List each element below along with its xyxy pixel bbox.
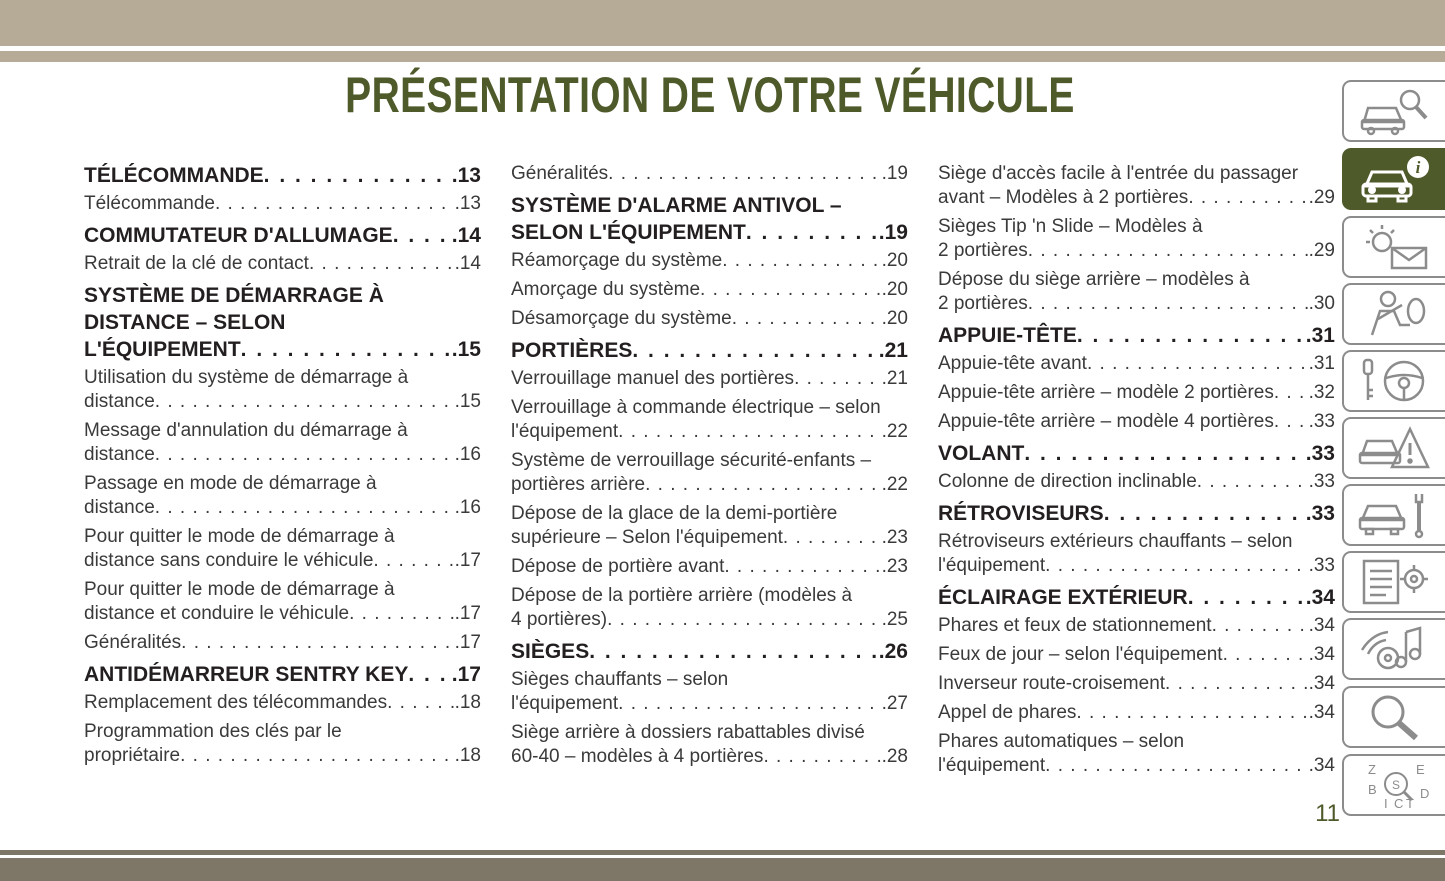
toc-entry-row [938,410,1335,434]
toc-entry-text-line: Message d'annulation du démarrage à [84,420,408,441]
dot-leader [1188,584,1306,611]
toc-entry[interactable] [938,730,1335,778]
dot-leader [1274,381,1309,405]
toc-entry-row [84,496,481,520]
dot-leader [1045,754,1308,778]
bottom-band [0,858,1445,881]
toc-entry[interactable] [84,525,481,573]
toc-entry[interactable] [938,530,1335,578]
toc-entry-label: distance [84,444,155,465]
toc-entry-row [84,744,481,768]
toc-entry-label: SELON L'ÉQUIPEMENT [511,221,746,244]
airbag-passenger-icon [1358,289,1432,339]
toc-entry[interactable] [938,643,1335,667]
toc-page-number: .33 [1308,555,1335,576]
toc-entry-text-line: Phares automatiques – selon [938,731,1185,752]
dot-leader [1212,614,1309,638]
multimedia-music-icon [1358,624,1432,674]
dot-leader [1028,292,1309,316]
toc-entry-row [84,443,481,467]
toc-entry-row [84,602,481,626]
toc-page-number: .19 [878,221,908,244]
toc-page-number: .14 [454,253,481,274]
dot-leader [309,252,455,276]
dot-leader [1024,440,1305,467]
toc-entry-label: supérieure – Selon l'équipement [511,527,783,548]
dot-leader [732,307,882,331]
toc-entry-label: Généralités [511,163,609,184]
toc-entry-row [938,352,1335,376]
toc-page-number: .26 [878,640,908,663]
section-tab-10[interactable] [1342,686,1445,748]
toc-entry-row [511,745,908,769]
toc-entry-label: APPUIE-TÊTE [938,324,1077,347]
dot-leader [722,249,881,273]
toc-entry-label: Appuie-tête arrière – modèle 4 portières [938,411,1274,432]
toc-entry-row [938,643,1335,667]
toc-entry[interactable] [938,162,1335,210]
toc-entry-row [938,470,1335,494]
toc-column-3 [938,162,1335,783]
toc-entry-row [84,162,481,189]
svg-text:Z: Z [1367,762,1376,777]
toc-entry-label: Désamorçage du système [511,308,732,329]
dot-leader [608,162,881,186]
dot-leader [724,555,881,579]
toc-section-heading[interactable] [938,584,1335,611]
toc-page-number: .34 [1308,673,1335,694]
toc-page-number: .34 [1308,702,1335,723]
toc-entry-text-line: DISTANCE – SELON [84,311,286,334]
toc-entry-text-line: SYSTÈME DE DÉMARRAGE À [84,284,384,307]
toc-page-number: .34 [1305,586,1335,609]
toc-section-heading[interactable] [84,282,481,363]
toc-entry-text-line: Utilisation du système de démarrage à [84,367,409,388]
toc-page-number: .34 [1308,755,1335,776]
svg-text:T: T [1405,796,1414,810]
toc-entry-row [938,440,1335,467]
toc-entry-label: 2 portières [938,293,1028,314]
toc-entry-row [938,322,1335,349]
toc-page-number: .15 [454,391,481,412]
dot-leader [794,367,882,391]
toc-entry-label: l'équipement [511,693,619,714]
dot-leader [393,222,452,249]
toc-entry-label: distance et conduire le véhicule [84,603,350,624]
dot-leader [1104,500,1306,527]
toc-entry-text-line: Sièges Tip 'n Slide – Modèles à [938,216,1203,237]
toc-entry-text-line: Siège arrière à dossiers rabattables divisé [511,722,865,743]
dot-leader [373,549,454,573]
dot-leader [155,496,455,520]
section-tab-11[interactable] [1342,754,1445,816]
toc-entry-row [938,500,1335,527]
toc-entry[interactable] [84,631,481,655]
dot-leader [264,162,452,189]
toc-page-number: .13 [451,164,481,187]
toc-entry-label: l'équipement [938,555,1046,576]
dot-leader [1045,554,1308,578]
toc-entry-row [511,162,908,186]
toc-entry[interactable] [511,502,908,550]
toc-page-number: .20 [881,250,908,271]
toc-entry-label: RÉTROVISEURS [938,502,1104,525]
dot-leader [632,337,878,364]
toc-entry[interactable] [84,192,481,216]
car-wrench-icon [1358,490,1432,540]
toc-page-number: .16 [454,444,481,465]
index-search-icon [1358,692,1432,742]
toc-page-number: .32 [1308,382,1335,403]
toc-entry-label: ANTIDÉMARREUR SENTRY KEY [84,663,409,686]
bottom-band-stripe [0,850,1445,855]
car-warning-triangle-icon [1358,423,1432,473]
dot-leader [349,602,454,626]
dot-leader [645,473,881,497]
toc-entry-text-line: Système de verrouillage sécurité-enfants – [511,450,872,471]
toc-entry[interactable] [511,367,908,391]
toc-entry-text-line: Rétroviseurs extérieurs chauffants – selon [938,531,1293,552]
toc-entry[interactable] [511,721,908,769]
top-band-stripe [0,51,1445,62]
toc-page-number: .19 [881,163,908,184]
toc-page-number: .31 [1308,353,1335,374]
toc-entry-label: portières arrière [511,474,646,495]
toc-page-number: .31 [1305,324,1335,347]
toc-entry[interactable] [511,555,908,579]
toc-entry[interactable] [511,278,908,302]
page-title: PRÉSENTATION DE VOTRE VÉHICULE [345,67,1075,123]
dot-leader [1274,410,1309,434]
toc-entry-label: SIÈGES [511,640,590,663]
dot-leader [607,608,881,632]
toc-entry-label: distance [84,391,155,412]
toc-entry-row [511,473,908,497]
toc-entry[interactable] [84,252,481,276]
toc-page-number: .16 [454,497,481,518]
toc-entry-row [84,222,481,249]
svg-text:E: E [1415,762,1425,777]
toc-entry-label: Dépose de portière avant [511,556,725,577]
dot-leader [763,745,881,769]
toc-entry-row [938,584,1335,611]
top-band [0,0,1445,46]
toc-entry[interactable] [84,720,481,768]
toc-entry-label: avant – Modèles à 2 portières [938,187,1189,208]
toc-entry-row [938,239,1335,263]
toc-entry-text-line: Pour quitter le mode de démarrage à [84,526,395,547]
toc-entry-row [511,249,908,273]
toc-entry-row [511,307,908,331]
toc-entry-row [84,390,481,414]
toc-page-number: .33 [1305,502,1335,525]
toc-page-number: .34 [1308,615,1335,636]
alphabet-index-icon [1358,760,1432,810]
toc-page-number: .22 [881,421,908,442]
specifications-gear-icon [1358,557,1432,607]
toc-column-2 [511,162,908,774]
toc-page-number: .33 [1308,411,1335,432]
toc-section-heading[interactable] [511,337,908,364]
toc-entry[interactable] [511,307,908,331]
toc-entry-row [84,549,481,573]
toc-section-heading[interactable] [84,162,481,189]
toc-entry-label: distance sans conduire le véhicule [84,550,374,571]
toc-entry-label: distance [84,497,155,518]
toc-page-number: .23 [881,527,908,548]
toc-section-heading[interactable] [84,661,481,688]
toc-page-number: .20 [881,308,908,329]
toc-page-number: .21 [878,339,908,362]
toc-entry[interactable] [511,162,908,186]
toc-entry-row [511,219,908,246]
toc-entry[interactable] [511,449,908,497]
section-tab-8[interactable] [1342,551,1445,613]
toc-entry-row [511,420,908,444]
toc-page-number: .18 [454,692,481,713]
toc-entry[interactable] [938,352,1335,376]
toc-entry-label: VOLANT [938,442,1025,465]
toc-page-number: .33 [1305,442,1335,465]
toc-entry-text-line: Pour quitter le mode de démarrage à [84,579,395,600]
page-number: 11 [1315,800,1340,827]
dot-leader [387,691,454,715]
toc-entry-label: Généralités [84,632,182,653]
toc-entry-row [84,336,481,363]
toc-entry-label: l'équipement [511,421,619,442]
toc-entry-row [938,292,1335,316]
toc-entry-text-line: Passage en mode de démarrage à [84,473,377,494]
toc-section-heading[interactable] [511,192,908,246]
toc-entry-row [84,661,481,688]
toc-page-number: .33 [1308,471,1335,492]
toc-page-number: .14 [451,224,481,247]
toc-entry-text-line: Dépose de la glace de la demi-portière [511,503,838,524]
toc-entry-row [511,367,908,391]
toc-page-number: .25 [881,609,908,630]
section-tab-1[interactable] [1342,80,1445,142]
toc-entry-label: 4 portières) [511,609,608,630]
dot-leader [215,192,455,216]
svg-text:C: C [1393,796,1403,810]
dot-leader [1188,186,1308,210]
toc-entry-row [938,754,1335,778]
toc-entry-text-line: Dépose de la portière arrière (modèles à [511,585,853,606]
toc-section-heading[interactable] [938,322,1335,349]
toc-entry-row [84,691,481,715]
toc-page-number: .29 [1308,187,1335,208]
section-tab-9[interactable] [1342,618,1445,680]
dot-leader [1077,322,1306,349]
dot-leader [1028,239,1309,263]
toc-entry-label: COMMUTATEUR D'ALLUMAGE [84,224,393,247]
section-tab-3[interactable] [1342,216,1445,278]
dot-leader [1197,470,1309,494]
toc-column-1 [84,162,481,773]
toc-entry[interactable] [938,215,1335,263]
toc-entry-label: Appuie-tête avant [938,353,1087,374]
dot-leader [181,631,454,655]
toc-page-number: .13 [454,193,481,214]
toc-entry[interactable] [84,578,481,626]
toc-entry-text-line: Dépose du siège arrière – modèles à [938,269,1250,290]
toc-entry-row [938,701,1335,725]
toc-entry-row [84,631,481,655]
toc-entry-row [938,554,1335,578]
toc-page-number: .28 [881,746,908,767]
dot-leader [408,661,451,688]
toc-page-number: .20 [881,279,908,300]
toc-entry-label: Inverseur route-croisement [938,673,1166,694]
section-tab-4[interactable] [1342,283,1445,345]
toc-entry-row [938,186,1335,210]
toc-entry-label: Retrait de la clé de contact [84,253,309,274]
toc-section-heading[interactable] [511,638,908,665]
toc-page-number: .23 [881,556,908,577]
toc-entry-label: Verrouillage manuel des portières [511,368,795,389]
toc-entry[interactable] [511,396,908,444]
toc-entry-label: Télécommande [84,193,215,214]
toc-entry[interactable] [84,691,481,715]
toc-entry-row [84,252,481,276]
toc-entry-row [938,381,1335,405]
dot-leader [155,443,455,467]
toc-page-number: .17 [454,550,481,571]
toc-entry-text-line: SYSTÈME D'ALARME ANTIVOL – [511,194,842,217]
toc-entry[interactable] [511,668,908,716]
toc-entry-label: propriétaire [84,745,181,766]
dot-leader [1076,701,1308,725]
toc-entry-row [511,526,908,550]
svg-text:i: i [1415,158,1420,177]
toc-page-number: .30 [1308,293,1335,314]
toc-page-number: .17 [451,663,481,686]
dot-leader [180,744,454,768]
toc-entry-label: Remplacement des télécommandes [84,692,388,713]
toc-entry[interactable] [938,268,1335,316]
dot-leader [700,278,882,302]
toc-entry[interactable] [511,249,908,273]
dot-leader [241,336,452,363]
toc-entry-text-line: Programmation des clés par le [84,721,342,742]
dot-leader [618,420,881,444]
svg-text:I: I [1383,796,1388,810]
toc-entry-label: L'ÉQUIPEMENT [84,338,241,361]
dot-leader [746,219,879,246]
section-tab-5[interactable] [1342,350,1445,412]
toc-entry-row [938,672,1335,696]
toc-entry-label: 2 portières [938,240,1028,261]
toc-page-number: .17 [454,632,481,653]
toc-entry-label: Réamorçage du système [511,250,723,271]
toc-entry[interactable] [84,472,481,520]
toc-page-number: .18 [454,745,481,766]
toc-section-heading[interactable] [938,500,1335,527]
toc-page-number: .17 [454,603,481,624]
toc-entry-row [938,614,1335,638]
toc-entry-label: Amorçage du système [511,279,701,300]
car-search-icon [1358,86,1432,136]
toc-entry-text-line: Siège d'accès facile à l'entrée du passager [938,163,1299,184]
dot-leader [618,692,881,716]
toc-entry-label: Appuie-tête arrière – modèle 2 portières [938,382,1274,403]
section-tab-6[interactable] [1342,417,1445,479]
toc-entry-label: 60-40 – modèles à 4 portières [511,746,764,767]
toc-entry-row [511,608,908,632]
car-info-icon [1358,154,1432,204]
toc-section-heading[interactable] [938,440,1335,467]
toc-entry[interactable] [511,584,908,632]
toc-page-number: .34 [1308,644,1335,665]
dot-leader [155,390,455,414]
toc-entry[interactable] [84,419,481,467]
toc-entry[interactable] [938,381,1335,405]
toc-entry-label: TÉLÉCOMMANDE [84,164,264,187]
toc-entry-label: Colonne de direction inclinable [938,471,1197,492]
svg-text:S: S [1391,778,1400,792]
toc-entry-label: Phares et feux de stationnement [938,615,1212,636]
toc-entry-text-line: Sièges chauffants – selon [511,669,729,690]
toc-entry[interactable] [938,614,1335,638]
toc-entry[interactable] [938,701,1335,725]
section-tab-2[interactable] [1342,148,1445,210]
toc-entry[interactable] [84,366,481,414]
toc-entry-text-line: Verrouillage à commande électrique – selon [511,397,881,418]
toc-entry-row [511,278,908,302]
svg-text:B: B [1367,782,1377,797]
toc-entry-row [511,638,908,665]
toc-entry-row [511,555,908,579]
toc-entry[interactable] [938,470,1335,494]
toc-section-heading[interactable] [84,222,481,249]
toc-page-number: .21 [881,368,908,389]
toc-entry-row [511,337,908,364]
toc-entry-label: PORTIÈRES [511,339,633,362]
dot-leader [589,638,879,665]
svg-text:D: D [1419,786,1429,801]
dot-leader [783,526,882,550]
toc-entry-label: Feux de jour – selon l'équipement [938,644,1223,665]
toc-entry-row [84,192,481,216]
toc-page-number: .15 [451,338,481,361]
dot-leader [1223,643,1309,667]
dot-leader [1165,672,1309,696]
toc-entry[interactable] [938,672,1335,696]
toc-entry-label: ÉCLAIRAGE EXTÉRIEUR [938,586,1188,609]
toc-entry[interactable] [938,410,1335,434]
toc-page-number: .22 [881,474,908,495]
toc-entry-label: l'équipement [938,755,1046,776]
toc-page-number: .29 [1308,240,1335,261]
warning-light-message-icon [1358,222,1432,272]
section-tab-7[interactable] [1342,484,1445,546]
toc-page-number: .27 [881,693,908,714]
toc-entry-row [511,692,908,716]
toc-entry-label: Appel de phares [938,702,1077,723]
key-steering-wheel-icon [1358,356,1432,406]
dot-leader [1087,352,1309,376]
